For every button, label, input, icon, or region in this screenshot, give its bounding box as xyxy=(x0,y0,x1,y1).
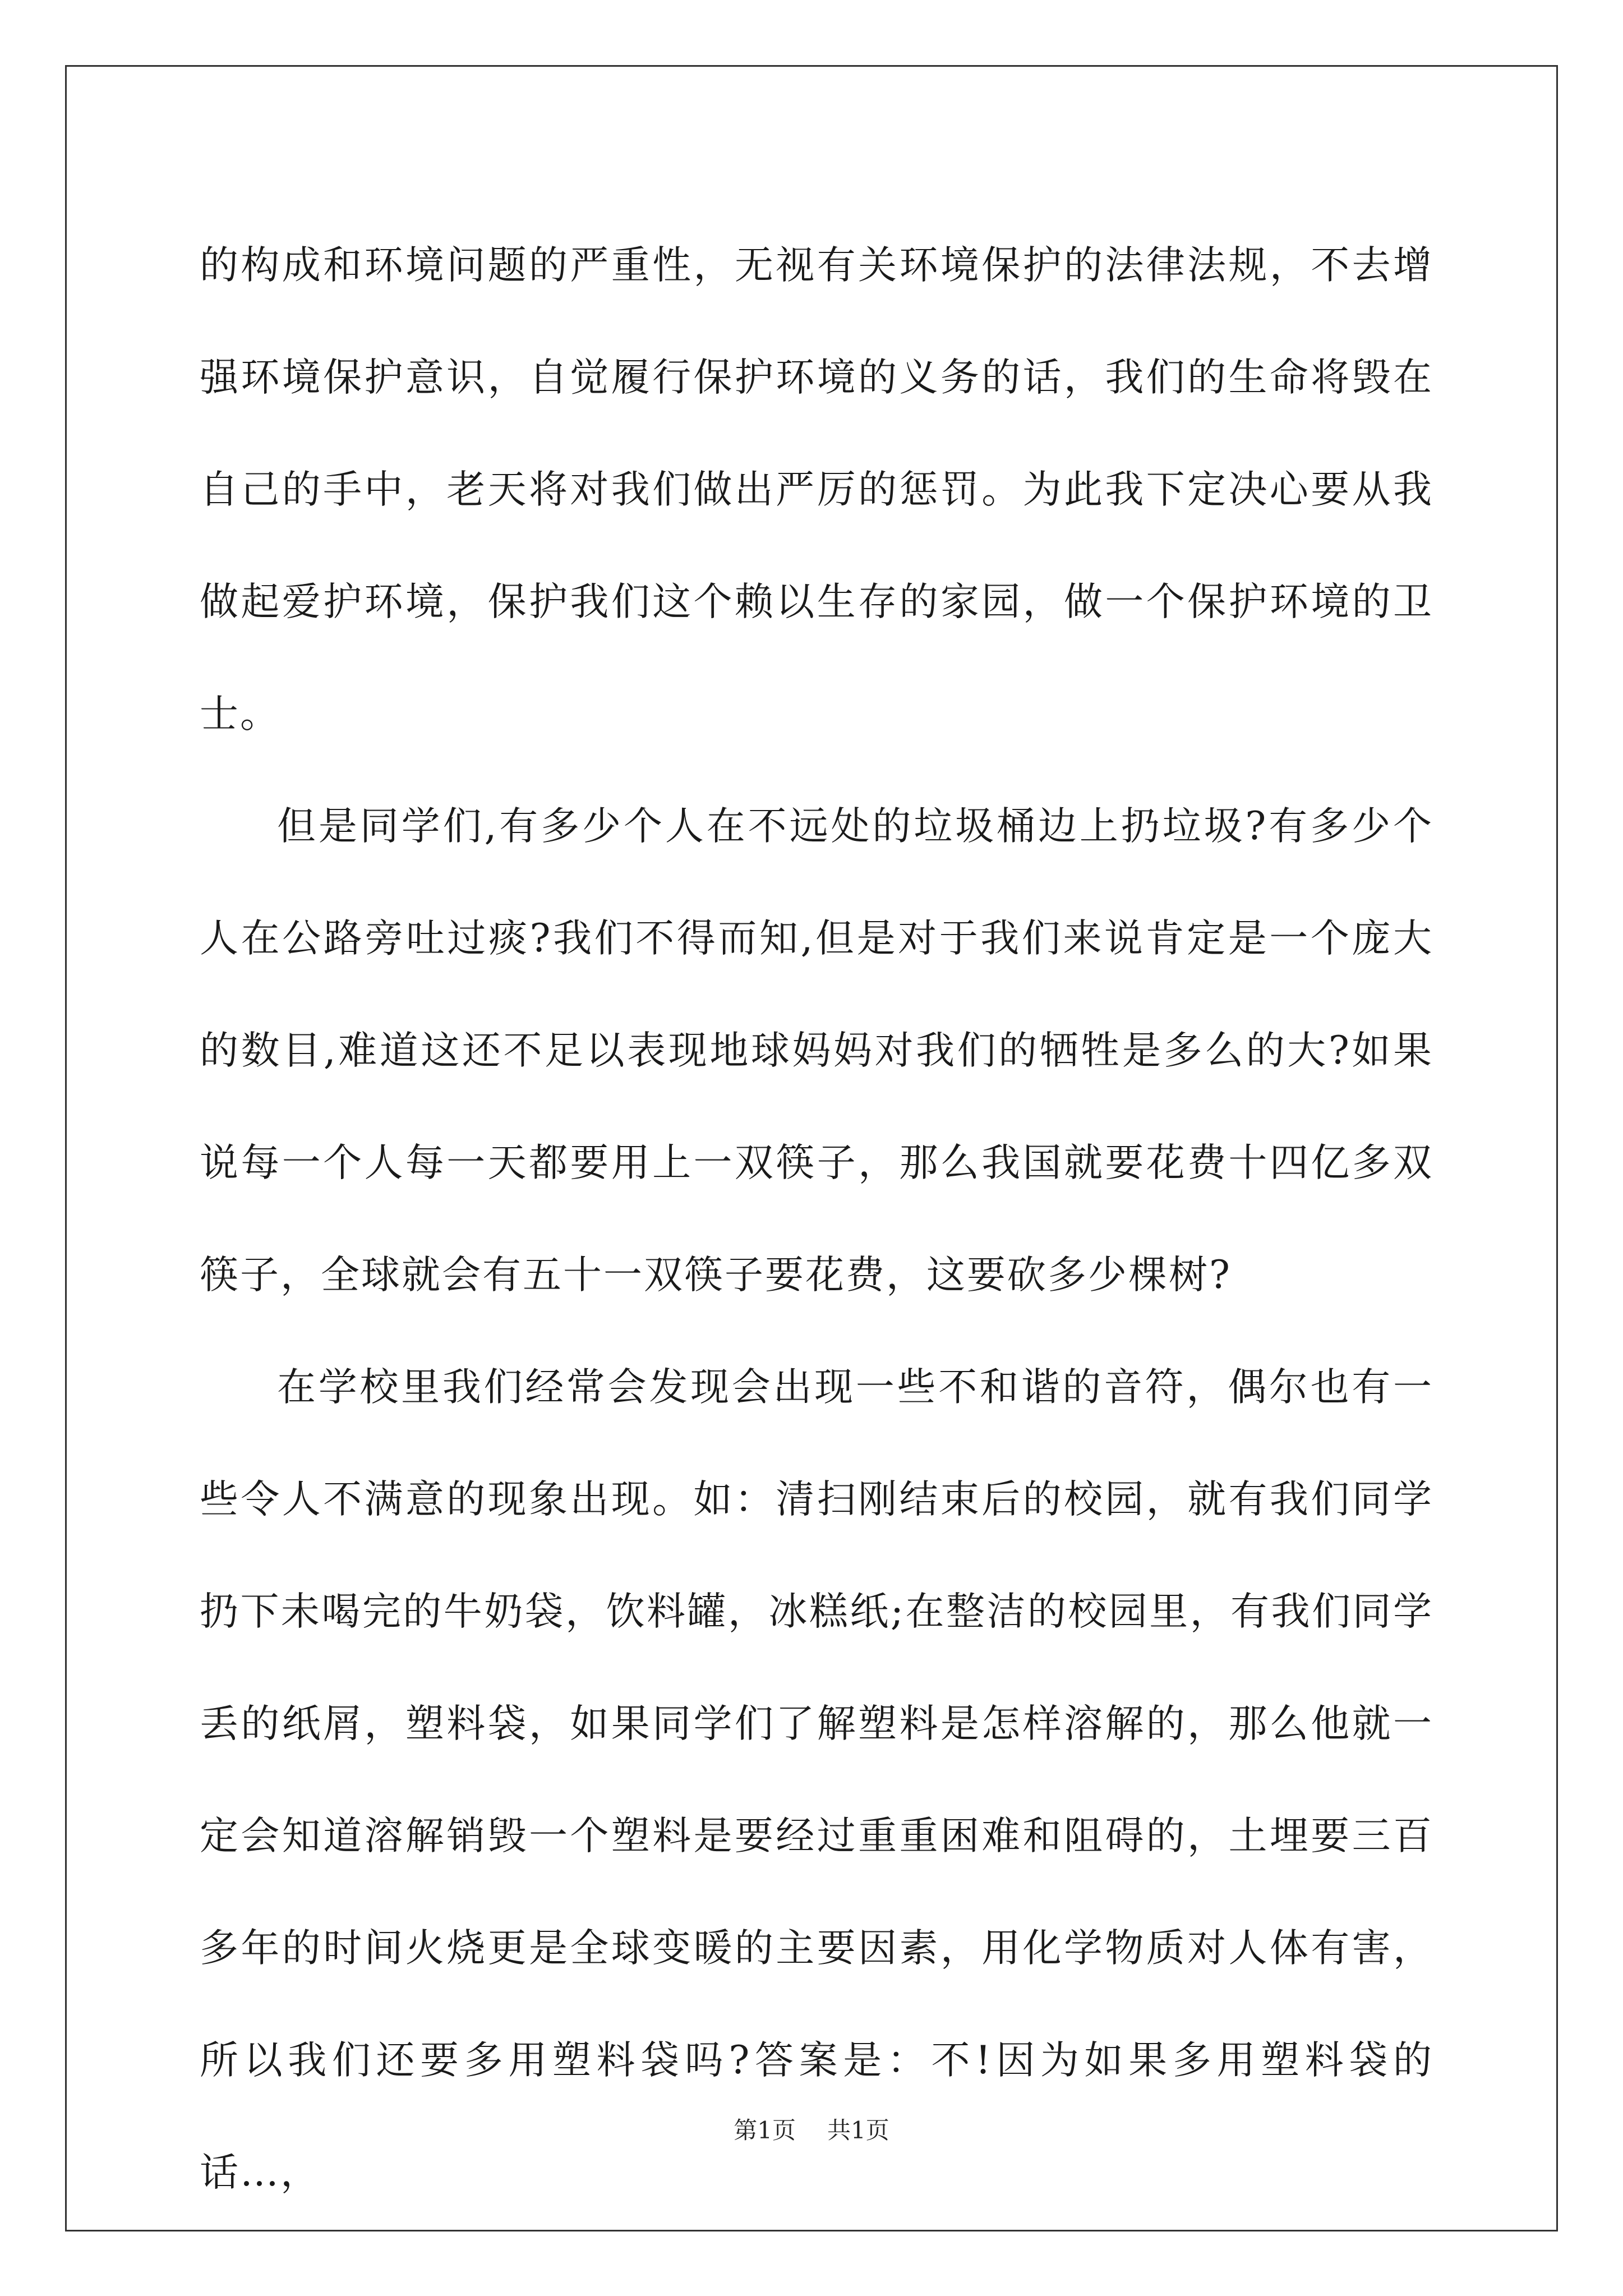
paragraph-1: 的构成和环境问题的严重性，无视有关环境保护的法律法规，不去增强环境保护意识，自觉履行保护环境的义务的话，我们的生命将毁在自己的手中，老天将对我们做出严厉的惩罚。为此我下定决心要从我做起爱护环境，保护我们这个赖以生存的家园，做一个保护环境的卫士。 xyxy=(200,243,1433,737)
paragraph-2: 但是同学们,有多少个人在不远处的垃圾桶边上扔垃圾?有多少个人在公路旁吐过痰?我们不得而知,但是对于我们来说肯定是一个庞大的数目,难道这还不足以表现地球妈妈对我们的牺牲是多么的大?如果说每一个人每一天都要用上一双筷子，那么我国就要花费十四亿多双筷子，全球就会有五十一双筷子要花费，这要砍多少棵树? xyxy=(200,804,1433,1297)
page-number-current: 第1页 xyxy=(734,2116,796,2144)
paragraph-3: 在学校里我们经常会发现会出现一些不和谐的音符，偶尔也有一些令人不满意的现象出现。如：清扫刚结束后的校园，就有我们同学扔下未喝完的牛奶袋，饮料罐，冰糕纸;在整洁的校园里，有我们同学丢的纸屑，塑料袋，如果同学们了解塑料是怎样溶解的，那么他就一定会知道溶解销毁一个塑料是要经过重重困难和阻碍的，土埋要三百多年的时间火烧更是全球变暖的主要因素，用化学物质对人体有害，所以我们还要多用塑料袋吗?答案是：不!因为如果多用塑料袋的话…， xyxy=(200,1365,1433,2195)
document-body xyxy=(200,209,1433,2229)
page-footer xyxy=(0,2114,1623,2147)
page-number-total: 共1页 xyxy=(827,2116,889,2144)
